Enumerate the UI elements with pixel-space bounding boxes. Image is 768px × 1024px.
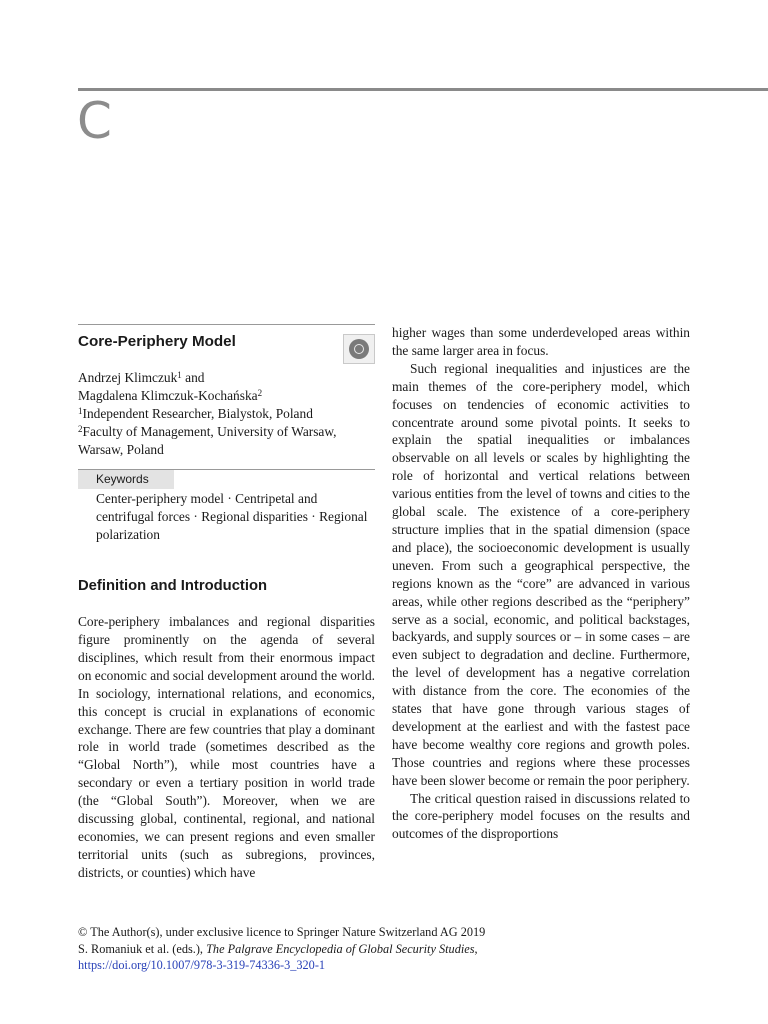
keywords-text: Center-periphery model · Centripetal and centrifugal forces · Regional disparities · Regional polarization <box>96 491 368 543</box>
author-line: Andrzej Klimczuk$^1$ and <box>78 370 205 385</box>
affiliation-line: $^1$Independent Researcher, Bialystok, Poland <box>78 405 313 421</box>
body-paragraph: higher wages than some underdeveloped areas within the same larger area in focus. <box>392 325 690 358</box>
body-paragraph: Core-periphery imbalances and regional disparities figure prominently on the agenda of several disciplines, which result from their enormous impact on economic and social development around the world. In sociology, international relations, and economics, this concept is crucial in explanations of economic exchange. There are few countries that play a dominant role in world trade (sometimes described as the “Global North”), while most countries have a secondary or even a tertiary position in world trade (the “Global South”). Moreover, when we are discussing global, continental, regional, and national economies, we can present regions and even smaller territorial units (such as subregions, provinces, districts, or counties) which have <box>78 614 375 880</box>
keywords-block <box>78 469 375 545</box>
top-rule <box>78 88 768 91</box>
entry-title: Core-Periphery Model <box>78 333 236 350</box>
left-column <box>78 324 375 882</box>
keywords-heading: Keywords <box>78 470 174 490</box>
crossmark-icon <box>349 339 369 359</box>
chapter-letter: C <box>77 92 112 150</box>
body-paragraph: Such regional inequalities and injustices are the main themes of the core-periphery model, which focuses on tendencies of economic activities to concentrate around some pivotal points. It seeks to explain the spatial inequalities or imbalances observable on all levels or scales by highlighting the role of horizontal and vertical relations between various entities from the level of towns and cities to the global scale. The existence of a core-periphery structure implies that in the spatial dimension (space and place), the socioeconomic development is usually uneven. From such a geographical perspective, the regions known as the “core” are advanced in various areas, while other regions described as the “periphery” serve as a social, economic, and political backstages, backyards, and supply sources or – in some cases – are even subject to degradation and decline. Furthermore, the level of development has a negative correlation with distance from the core. The economies of the states that have gone through various stages of development at the earliest and with the fastest pace have become wealthy core regions and growth poles. Those countries and regions where these processes have been slower become or remain the poor periphery. <box>392 360 690 788</box>
body-paragraph: The critical question raised in discussions related to the core-periphery model focuses on the results and outcomes of the disproportions <box>392 790 690 842</box>
right-column <box>392 324 690 843</box>
page-footer <box>78 924 678 974</box>
doi-link[interactable]: https://doi.org/10.1007/978-3-319-74336-3_320-1 <box>78 958 326 972</box>
author-line: Magdalena Klimczuk-Kochańska$^2$ <box>78 387 263 403</box>
title-row <box>78 325 375 361</box>
copyright-line: © The Author(s), under exclusive licence to Springer Nature Switzerland AG 2019 <box>78 925 486 939</box>
section-heading: Definition and Introduction <box>78 578 268 595</box>
affiliation-line: $^2$Faculty of Management, University of Warsaw, Warsaw, Poland <box>78 423 337 457</box>
author-block <box>78 369 375 459</box>
citation-line: S. Romaniuk et al. (eds.), The Palgrave Encyclopedia of Global Security Studies, <box>78 941 478 956</box>
crossmark-button[interactable] <box>343 334 375 364</box>
